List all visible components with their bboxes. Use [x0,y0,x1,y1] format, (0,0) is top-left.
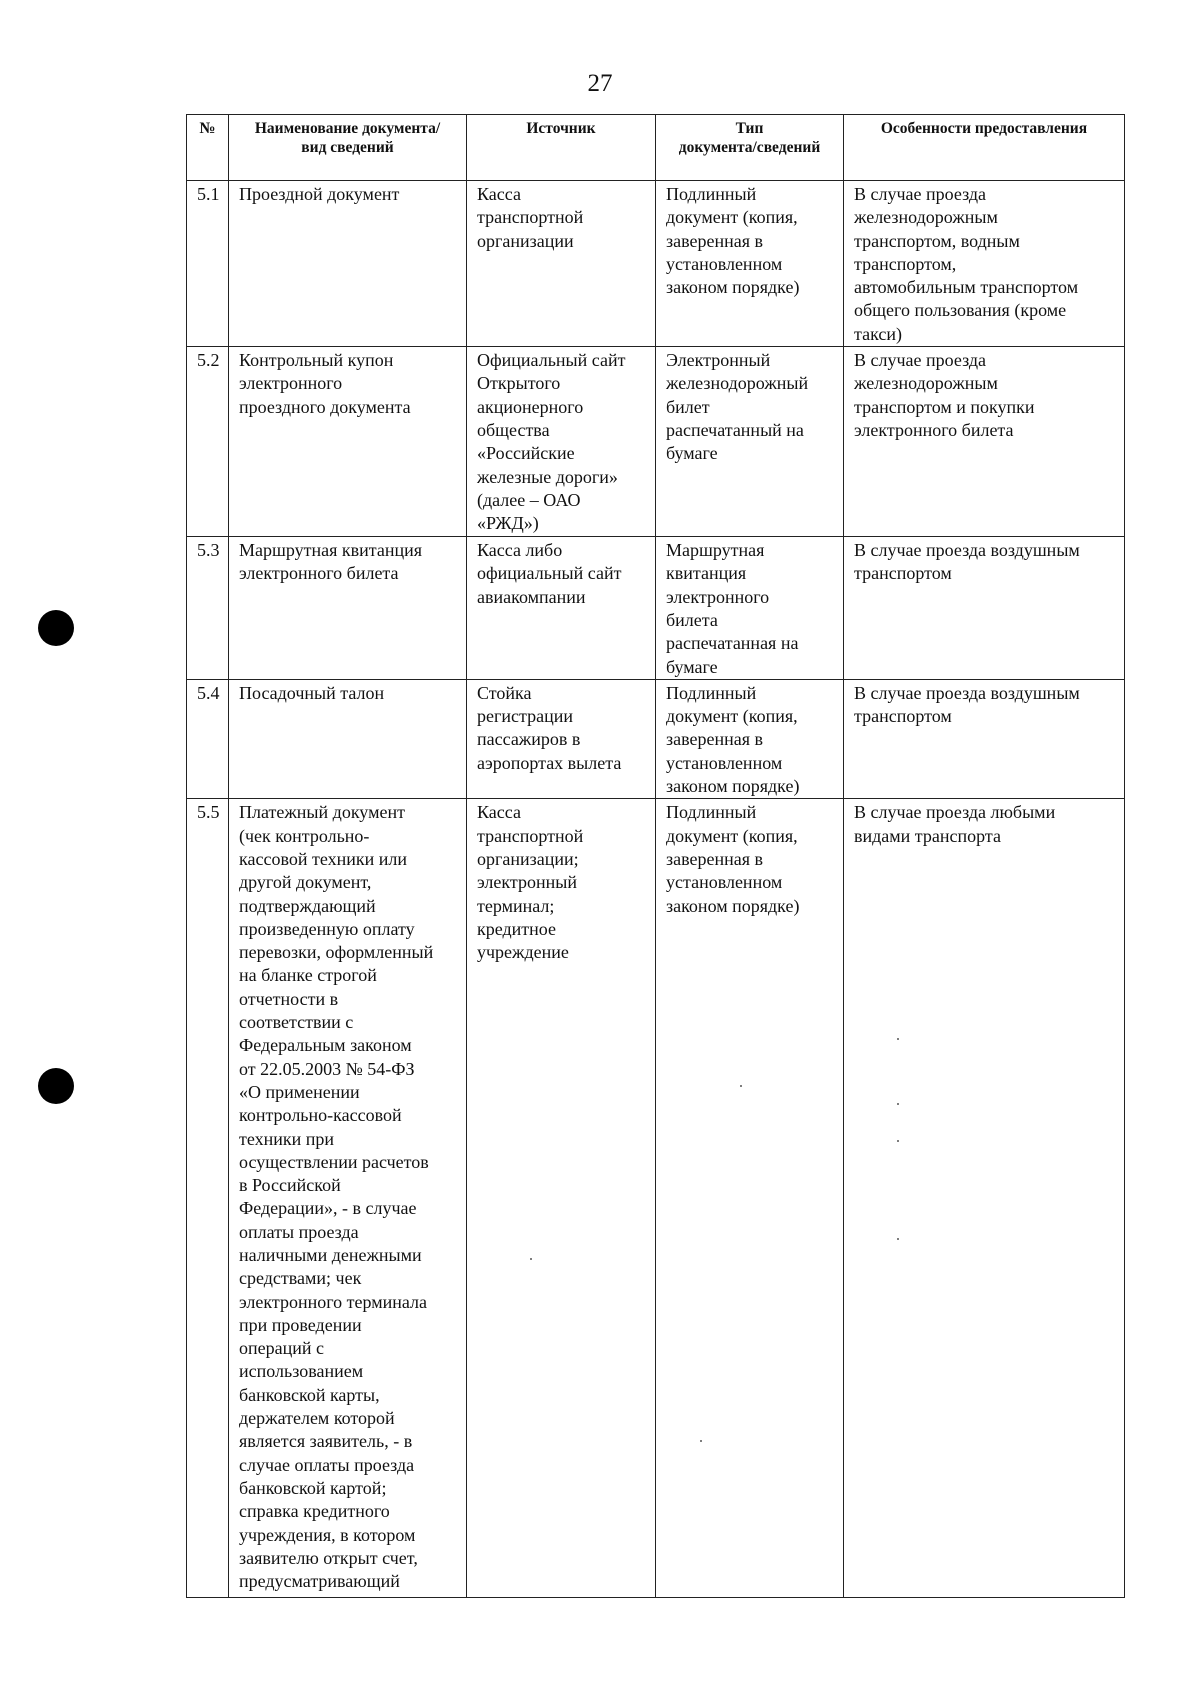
documents-table [186,114,1125,1598]
row-document-name: Маршрутная квитанция электронного билета [229,537,467,680]
header-source: Источник [467,115,656,181]
row-number: 5.3 [187,537,229,680]
row-document-type: Подлинный документ (копия, заверенная в установленном законом порядке) [656,799,844,1598]
row-document-type: Маршрутная квитанция электронного билета распечатанная на бумаге [656,537,844,680]
row-source: Касса либо официальный сайт авиакомпании [467,537,656,680]
row-document-type: Электронный железнодорожный билет распечатанный на бумаге [656,347,844,537]
scan-speck [897,1038,899,1040]
row-features: В случае проезда воздушным транспортом [844,679,1125,798]
row-features: В случае проезда железнодорожным транспортом, водным транспортом, автомобильным транспортом общего пользования (кроме такси) [844,181,1125,347]
page-number: 27 [587,70,613,97]
row-number: 5.1 [187,181,229,347]
row-number: 5.4 [187,679,229,798]
row-document-name: Контрольный купон электронного проездного документа [229,347,467,537]
header-document-name: Наименование документа/ вид сведений [229,115,467,181]
row-features: В случае проезда железнодорожным транспортом и покупки электронного билета [844,347,1125,537]
row-number: 5.5 [187,799,229,1598]
row-document-type: Подлинный документ (копия, заверенная в установленном законом порядке) [656,181,844,347]
scan-speck [897,1103,899,1105]
row-source: Касса транспортной организации [467,181,656,347]
row-document-name: Посадочный талон [229,679,467,798]
punch-hole-mark [38,1068,74,1104]
header-document-type: Тип документа/сведений [656,115,844,181]
row-document-name: Проездной документ [229,181,467,347]
table-row [187,679,1125,798]
scan-speck [530,1258,532,1260]
table-row [187,799,1125,1598]
row-source: Стойка регистрации пассажиров в аэропортах вылета [467,679,656,798]
header-number: № [187,115,229,181]
row-number: 5.2 [187,347,229,537]
header-features: Особенности предоставления [844,115,1125,181]
scan-speck [740,1085,742,1087]
table-row [187,347,1125,537]
scan-speck [897,1238,899,1240]
table-header-row [187,115,1125,181]
row-features: В случае проезда воздушным транспортом [844,537,1125,680]
scan-speck [700,1440,702,1442]
punch-hole-mark [38,610,74,646]
row-features: В случае проезда любыми видами транспорта [844,799,1125,1598]
scan-speck [897,1140,899,1142]
row-source: Официальный сайт Открытого акционерного общества «Российские железные дороги» (далее – ОАО «РЖД») [467,347,656,537]
row-document-name: Платежный документ (чек контрольно- кассовой техники или другой документ, подтверждающий произведенную оплату перевозки, оформленный на бланке строгой отчетности в соответствии с Федеральным законом от 22.05.2003 № 54-ФЗ «О применении контрольно-кассовой техники при осуществлении расчетов в Российской Федерации», - в случае оплаты проезда наличными денежными средствами; чек электронного терминала при проведении операций с использованием банковской карты, держателем которой является заявитель, - в случае оплаты проезда банковской картой; справка кредитного учреждения, в котором заявителю открыт счет, предусматривающий [229,799,467,1598]
row-source: Касса транспортной организации; электронный терминал; кредитное учреждение [467,799,656,1598]
table-row [187,537,1125,680]
table-row [187,181,1125,347]
row-document-type: Подлинный документ (копия, заверенная в установленном законом порядке) [656,679,844,798]
